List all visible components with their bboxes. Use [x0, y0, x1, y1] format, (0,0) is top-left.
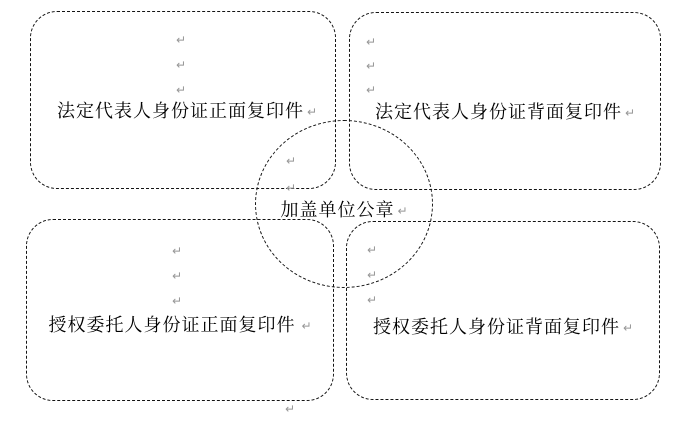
paragraph-mark-icon: ↵ — [172, 269, 183, 283]
paragraph-mark-icon: ↵ — [306, 105, 318, 119]
box-label-text: 授权委托人身份证背面复印件 — [372, 317, 620, 337]
paragraph-mark-icon: ↵ — [176, 33, 187, 47]
paragraph-mark-icon: ↵ — [176, 83, 187, 97]
paragraph-mark-icon: ↵ — [301, 319, 312, 333]
paragraph-mark-icon: ↵ — [366, 59, 377, 73]
box-label-authorized-agent-id-back — [346, 317, 660, 337]
box-label-text: 法定代表人身份证正面复印件 — [56, 101, 304, 121]
paragraph-mark-icon: ↵ — [397, 204, 408, 218]
paragraph-mark-icon: ↵ — [286, 181, 297, 195]
seal-label-text: 加盖单位公章 — [280, 200, 395, 220]
paragraph-mark-icon: ↵ — [176, 58, 187, 72]
paragraph-mark-icon: ↵ — [285, 402, 296, 416]
paragraph-mark-icon: ↵ — [366, 83, 377, 97]
paragraph-mark-icon: ↵ — [367, 243, 378, 257]
paragraph-mark-icon: ↵ — [624, 106, 636, 120]
box-label-authorized-agent-id-front — [26, 315, 334, 335]
seal-label — [255, 200, 433, 220]
paragraph-mark-icon: ↵ — [286, 154, 297, 168]
paragraph-mark-icon: ↵ — [622, 321, 634, 335]
box-label-legal-rep-id-front — [34, 101, 340, 121]
paragraph-mark-icon: ↵ — [172, 244, 183, 258]
box-label-legal-rep-id-back — [349, 102, 661, 122]
box-label-text: 法定代表人身份证背面复印件 — [374, 102, 622, 122]
box-label-text: 授权委托人身份证正面复印件 — [48, 315, 296, 335]
paragraph-mark-icon: ↵ — [367, 293, 378, 307]
paragraph-mark-icon: ↵ — [367, 268, 378, 282]
paragraph-mark-icon: ↵ — [366, 35, 377, 49]
paragraph-mark-icon: ↵ — [172, 294, 183, 308]
